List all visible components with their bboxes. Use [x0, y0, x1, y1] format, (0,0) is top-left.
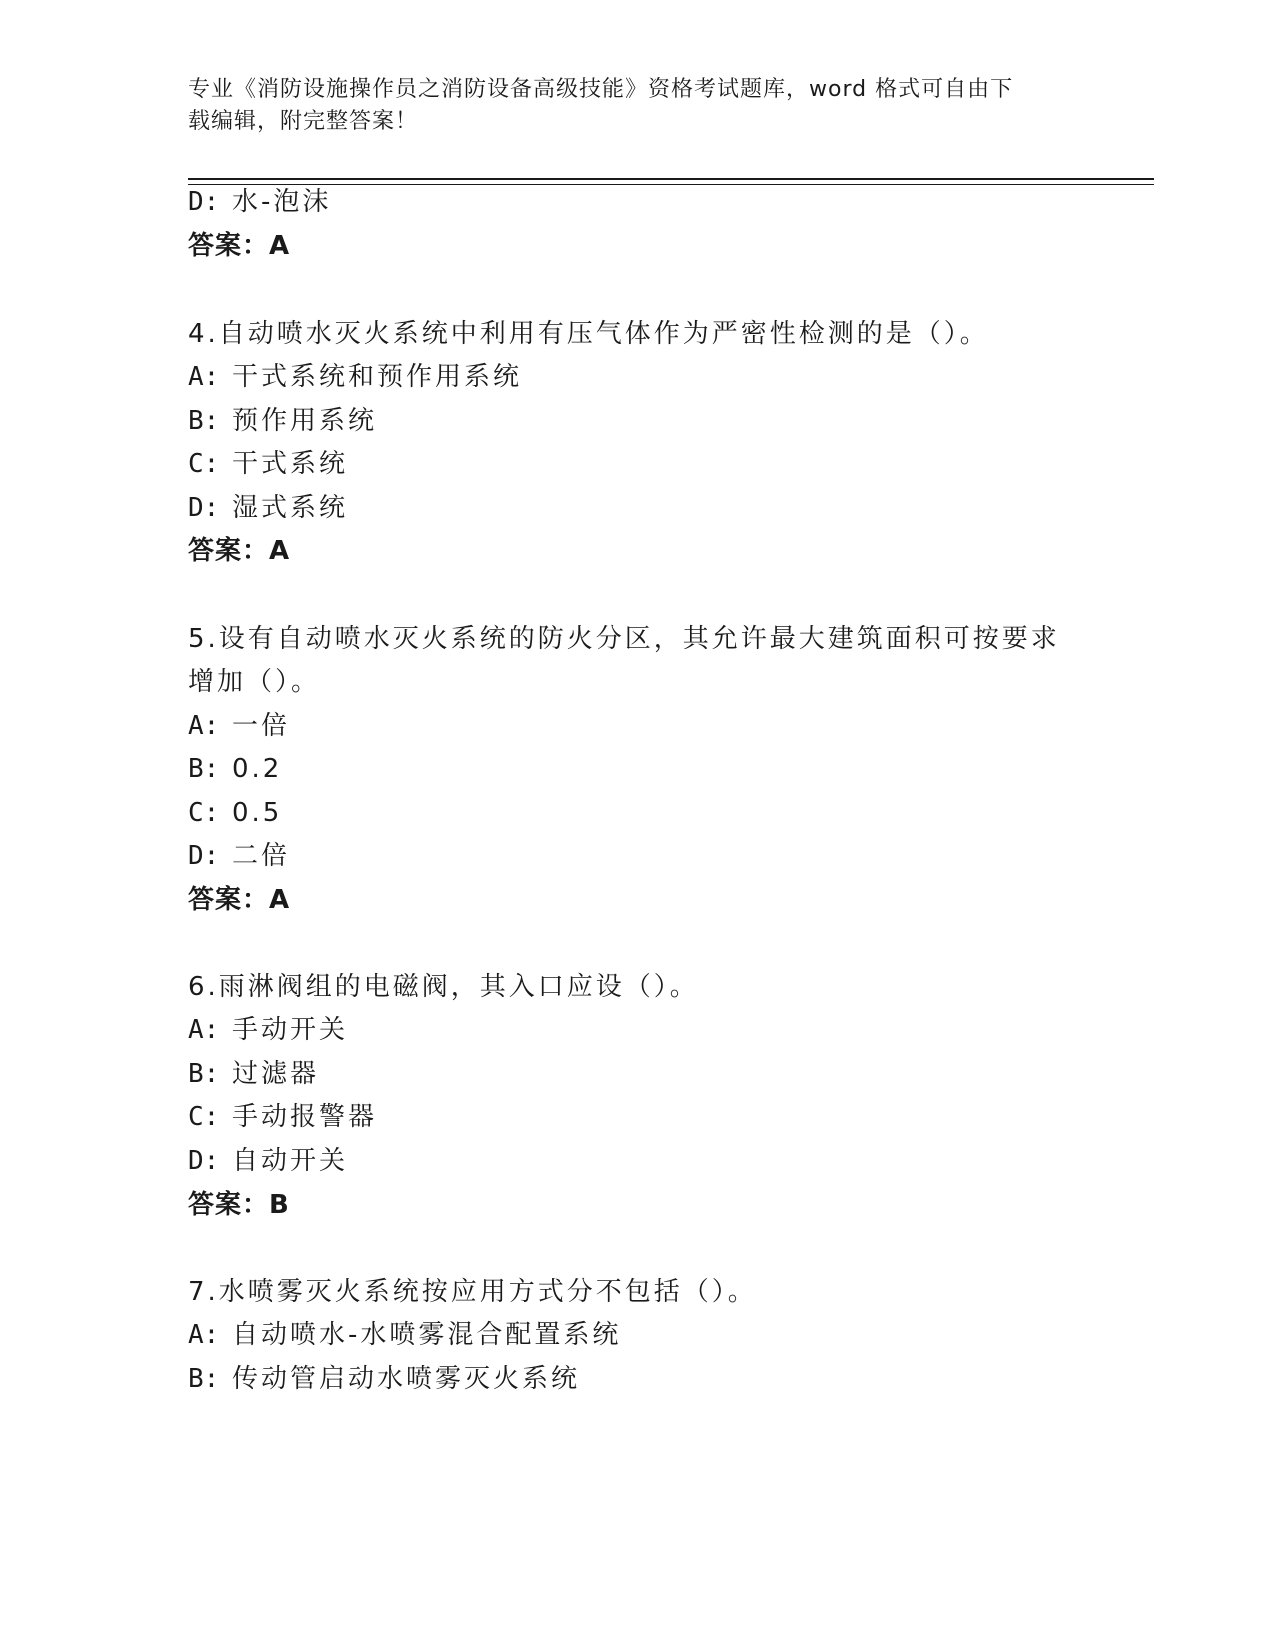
option-text: 水-泡沫 — [232, 187, 332, 217]
option-letter: B: — [188, 1059, 220, 1089]
option-a — [188, 1318, 621, 1352]
option-d — [188, 491, 348, 525]
option-letter: A: — [188, 1320, 220, 1350]
option-c — [188, 1100, 377, 1134]
option-text: 湿式系统 — [232, 493, 349, 523]
option-text: 传动管启动水喷雾灭火系统 — [232, 1364, 581, 1394]
option-letter: B: — [188, 1364, 220, 1394]
option-letter: A: — [188, 362, 220, 392]
option-letter: B: — [188, 754, 220, 784]
option-letter: D: — [188, 187, 220, 217]
answer-line: 答案：B — [188, 1190, 290, 1220]
option-text: 一倍 — [232, 711, 291, 741]
option-text: 自动喷水-水喷雾混合配置系统 — [232, 1320, 622, 1350]
answer-line: 答案：A — [188, 885, 291, 915]
option-text: 预作用系统 — [232, 406, 378, 436]
option-b — [188, 1057, 319, 1091]
header-divider-thick — [188, 178, 1154, 180]
option-d — [188, 839, 290, 873]
option-a — [188, 360, 522, 394]
option-a — [188, 709, 290, 743]
option-d — [188, 185, 331, 219]
option-b — [188, 752, 282, 786]
option-a — [188, 1013, 348, 1047]
option-letter: D: — [188, 1146, 220, 1176]
option-text: 手动报警器 — [232, 1102, 378, 1132]
document-header — [188, 74, 1068, 138]
header-line-2: 载编辑，附完整答案！ — [188, 109, 419, 134]
question-stem: 5.设有自动喷水灭火系统的防火分区，其允许最大建筑面积可按要求 — [188, 624, 1060, 654]
question-stem-continued: 增加（）。 — [188, 667, 321, 697]
option-text: 过滤器 — [232, 1059, 320, 1089]
option-text: 0.2 — [232, 754, 283, 784]
option-b — [188, 1362, 580, 1396]
header-line-1: 专业《消防设施操作员之消防设备高级技能》资格考试题库，word 格式可自由下 — [188, 77, 1014, 102]
option-text: 手动开关 — [232, 1015, 349, 1045]
answer-line: 答案：A — [188, 231, 291, 261]
option-c — [188, 796, 282, 830]
option-text: 二倍 — [232, 841, 291, 871]
option-text: 自动开关 — [232, 1146, 349, 1176]
option-letter: D: — [188, 841, 220, 871]
option-text: 干式系统 — [232, 449, 349, 479]
option-d — [188, 1144, 348, 1178]
option-text: 干式系统和预作用系统 — [232, 362, 523, 392]
option-letter: C: — [188, 1102, 220, 1132]
question-stem: 4.自动喷水灭火系统中利用有压气体作为严密性检测的是（）。 — [188, 319, 989, 349]
question-stem: 7.水喷雾灭火系统按应用方式分不包括（）。 — [188, 1277, 757, 1307]
option-letter: A: — [188, 711, 220, 741]
option-letter: C: — [188, 798, 220, 828]
answer-line: 答案：A — [188, 536, 291, 566]
header-divider-thin — [188, 184, 1154, 185]
question-stem: 6.雨淋阀组的电磁阀，其入口应设（）。 — [188, 972, 699, 1002]
option-letter: B: — [188, 406, 220, 436]
option-text: 0.5 — [232, 798, 283, 828]
option-c — [188, 447, 348, 481]
option-letter: D: — [188, 493, 220, 523]
option-letter: C: — [188, 449, 220, 479]
option-b — [188, 404, 377, 438]
option-letter: A: — [188, 1015, 220, 1045]
